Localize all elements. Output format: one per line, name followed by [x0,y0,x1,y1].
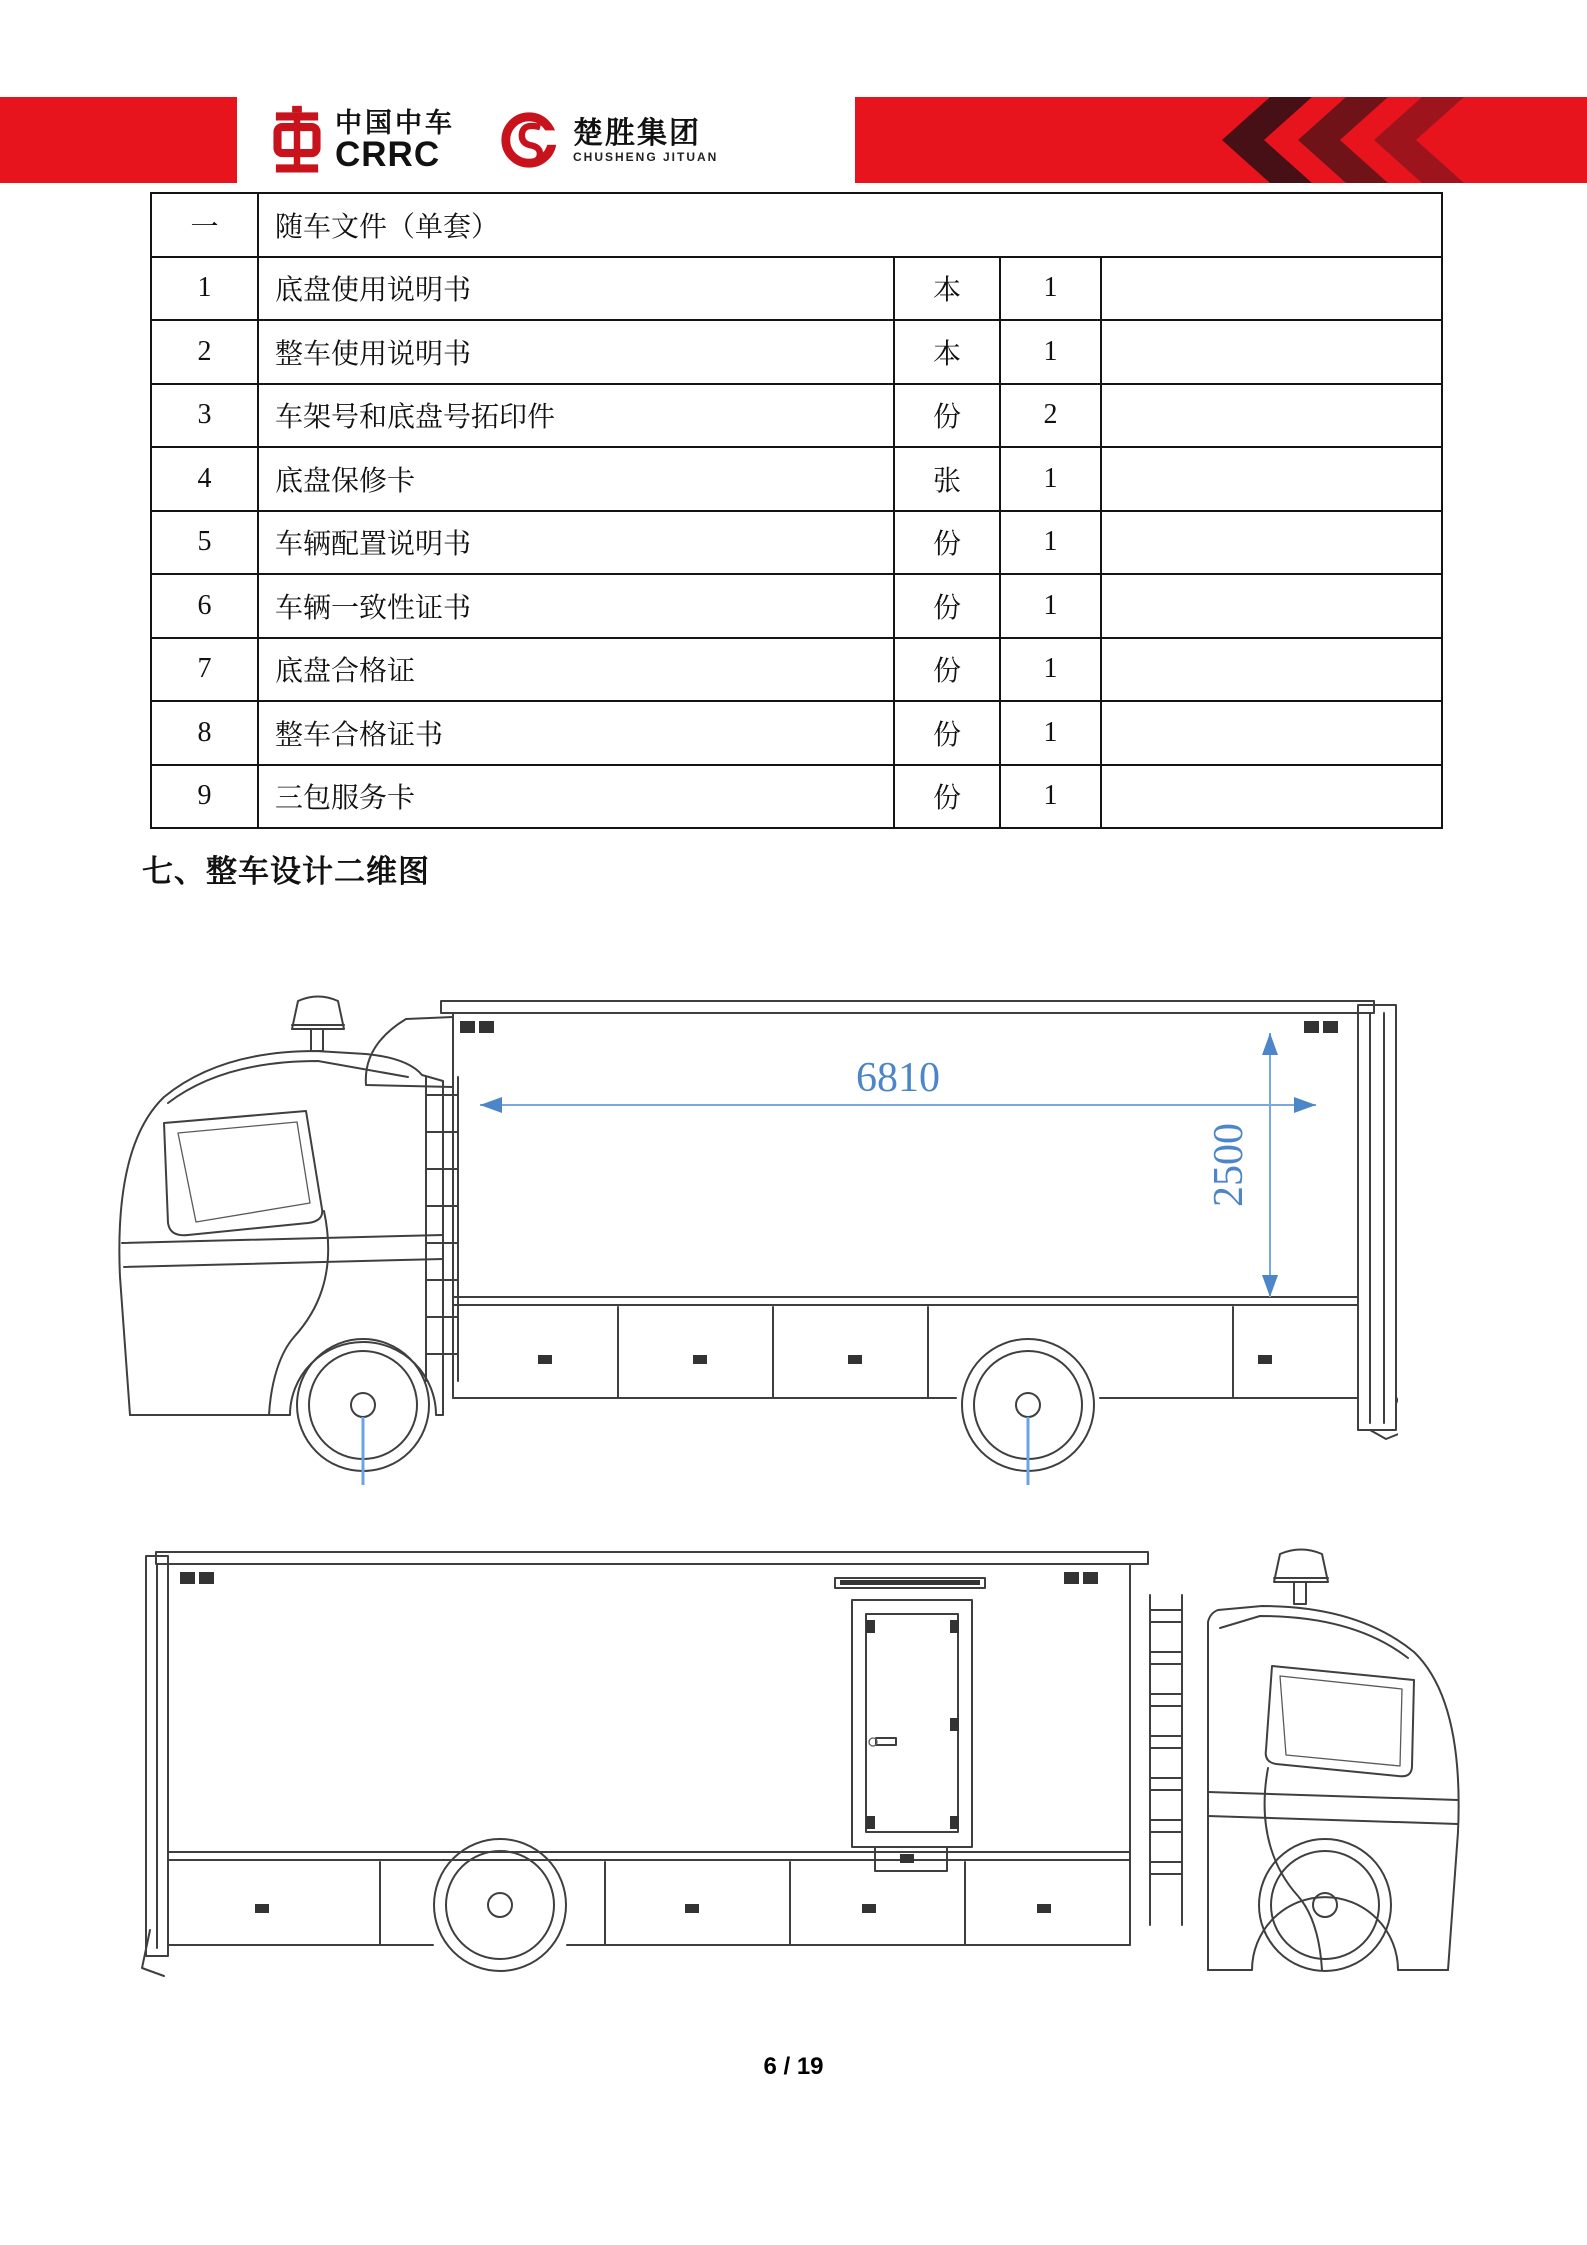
remark [1101,574,1442,638]
section-title-cell: 随车文件（单套） [258,193,1442,257]
table-row [151,257,1442,321]
row-no: 5 [151,511,258,575]
remark [1101,257,1442,321]
doc-name: 车辆配置说明书 [258,511,894,575]
row-no: 9 [151,765,258,829]
table-row [151,511,1442,575]
qty: 1 [1000,511,1101,575]
table-row [151,701,1442,765]
qty: 1 [1000,638,1101,702]
chusheng-mark-icon [497,108,561,172]
qty: 1 [1000,257,1101,321]
accompanying-documents-table [150,192,1443,829]
unit: 本 [894,320,1000,384]
chusheng-cn-label: 楚胜集团 [573,116,701,150]
doc-name: 车架号和底盘号拓印件 [258,384,894,448]
cargo-box [142,1552,1148,1976]
door-hinges [840,1580,980,1863]
remark [1101,701,1442,765]
chusheng-logo [497,108,718,172]
crrc-logo-text [335,108,455,174]
dimension-length-label: 6810 [856,1055,940,1101]
unit: 份 [894,574,1000,638]
remark [1101,384,1442,448]
dimension-annotations [480,1033,1316,1297]
row-no: 2 [151,320,258,384]
chusheng-logo-text [573,117,718,164]
beacon-light-icon [1274,1550,1328,1605]
crrc-en-label: CRRC [335,134,441,174]
table-header-row [151,193,1442,257]
doc-name: 底盘合格证 [258,638,894,702]
qty: 2 [1000,384,1101,448]
qty: 1 [1000,701,1101,765]
logo-panel [237,97,855,183]
table-row [151,384,1442,448]
section-no-cell: 一 [151,193,258,257]
row-no: 1 [151,257,258,321]
crrc-logo [271,105,455,175]
qty: 1 [1000,765,1101,829]
doc-name: 底盘保修卡 [258,447,894,511]
remark [1101,638,1442,702]
unit: 份 [894,384,1000,448]
remark [1101,511,1442,575]
chusheng-en-label: CHUSHENG JITUAN [573,149,719,164]
remark [1101,447,1442,511]
header-band [0,97,1587,183]
chevron-decoration-icon [1150,97,1570,183]
row-no: 4 [151,447,258,511]
remark [1101,765,1442,829]
unit: 份 [894,638,1000,702]
doc-name: 整车使用说明书 [258,320,894,384]
section-title: 七、整车设计二维图 [142,854,430,889]
crrc-mark-icon [271,105,323,175]
table-row [151,765,1442,829]
qty: 1 [1000,574,1101,638]
doc-name: 三包服务卡 [258,765,894,829]
unit: 份 [894,765,1000,829]
beacon-light-icon [292,997,344,1052]
side-door [835,1578,985,1871]
ladder [1150,1595,1182,1925]
truck-side-view-drawing-1 [108,985,1398,1495]
doc-name: 底盘使用说明书 [258,257,894,321]
page-number: 6 / 19 [763,2053,824,2080]
qty: 1 [1000,447,1101,511]
unit: 本 [894,257,1000,321]
remark [1101,320,1442,384]
truck-cab [1208,1606,1459,1970]
qty: 1 [1000,320,1101,384]
row-no: 8 [151,701,258,765]
table-row [151,574,1442,638]
crrc-cn-label: 中国中车 [335,108,455,139]
unit: 份 [894,701,1000,765]
dimension-height-label: 2500 [1206,1123,1252,1207]
unit: 张 [894,447,1000,511]
row-no: 3 [151,384,258,448]
table-row [151,447,1442,511]
truck-side-view-drawing-2 [140,1540,1470,1985]
row-no: 6 [151,574,258,638]
doc-name: 车辆一致性证书 [258,574,894,638]
rear-wheel [434,1839,566,1971]
unit: 份 [894,511,1000,575]
table-row [151,320,1442,384]
box-fittings [180,1572,1098,1913]
doc-name: 整车合格证书 [258,701,894,765]
row-no: 7 [151,638,258,702]
table-row [151,638,1442,702]
front-wheel [1259,1839,1391,1971]
